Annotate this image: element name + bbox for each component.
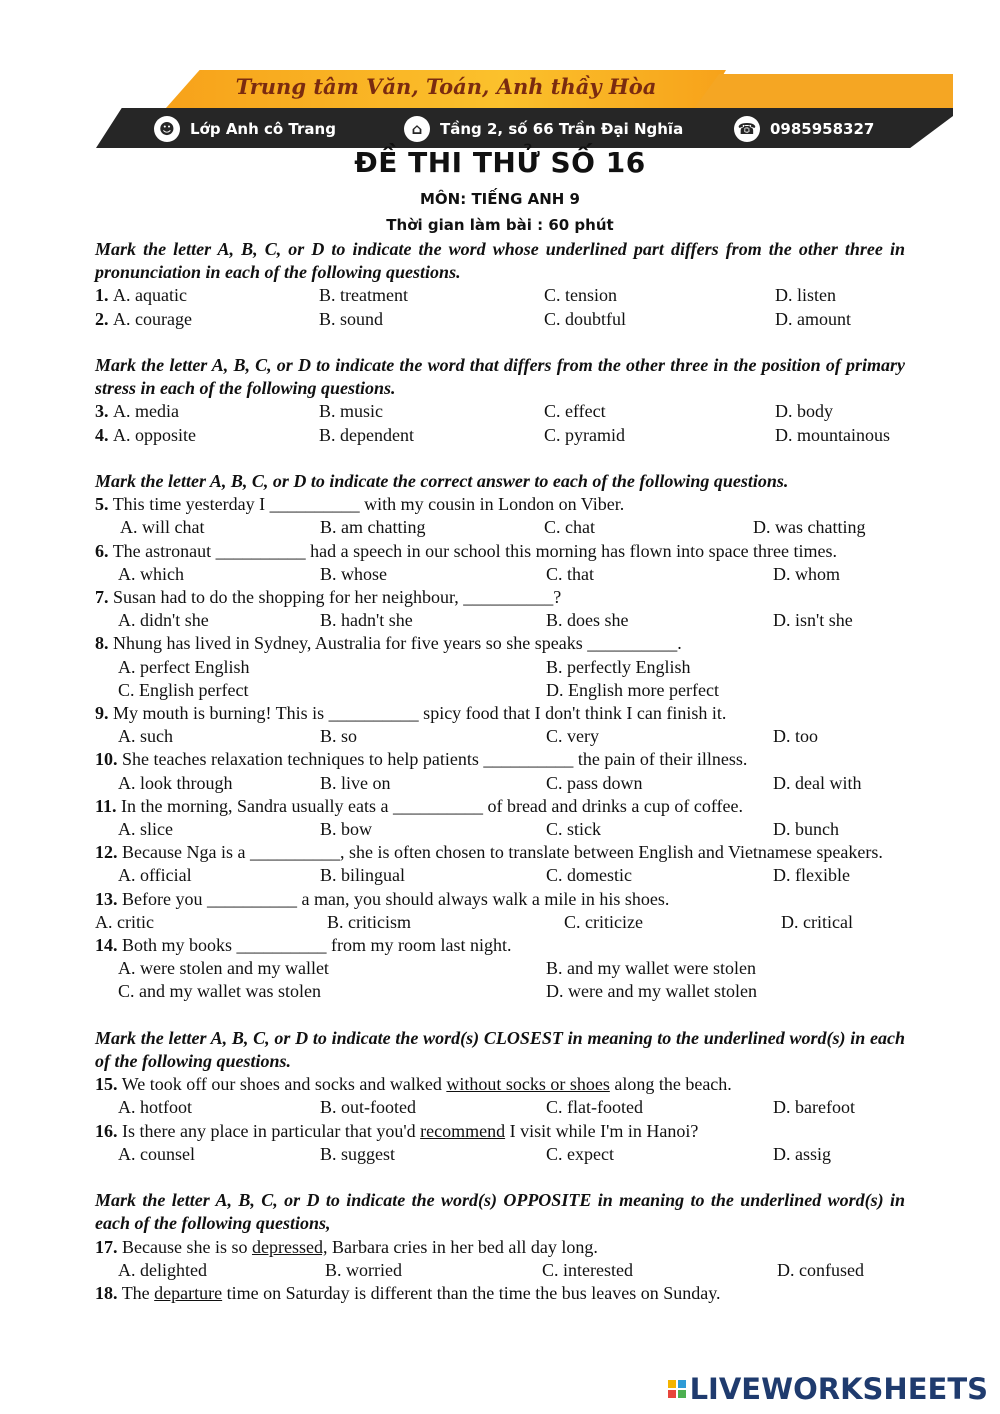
option-d: D. critical [781,911,853,932]
section-instruction: Mark the letter A, B, C, or D to indicate the word whose underlined part differs from the other three in pronunciation in each of the following questions. [95,239,905,283]
question-5-options [95,516,905,539]
phone-icon: ☎ [734,116,760,142]
option-c: C. expect [546,1143,614,1164]
logo-mark-icon [668,1380,686,1398]
option-c: C. domestic [546,865,632,886]
question-text-after: I visit while I'm in Hanoi? [505,1120,699,1141]
banner-phone-label: 0985958327 [770,120,875,138]
option-b: B. live on [320,772,391,793]
question-number: 6. [95,540,109,561]
question-16 [95,1120,905,1143]
option-d: D. were and my wallet stolen [546,981,757,1002]
option-a: A. courage [113,308,192,329]
subject-line: MÔN: TIẾNG ANH 9 [420,190,580,208]
option-b: B. worried [325,1259,402,1280]
question-15-options [95,1096,905,1119]
question-number: 13. [95,888,118,909]
option-c: C. effect [544,401,606,422]
question-text: Before you __________ a man, you should always walk a mile in his shoes. [122,888,670,909]
question-number: 8. [95,633,109,654]
underlined-phrase: departure [154,1283,223,1304]
question-14-options-row2 [95,980,905,1003]
question-14-options-row1 [95,957,905,980]
banner-address [404,116,683,142]
question-text: Nhung has lived in Sydney, Australia for five years so she speaks __________. [113,633,682,654]
section-instruction: Mark the letter A, B, C, or D to indicate the word(s) OPPOSITE in meaning to the underlined word(s) in each of the following questions, [95,1190,905,1234]
question-number: 3. [95,401,109,422]
question-text: She teaches relaxation techniques to help patients __________ the pain of their illness. [122,749,748,770]
option-a: A. didn't she [118,610,209,631]
question-text-before: Because she is so [122,1236,252,1257]
underlined-phrase: depressed, [251,1236,328,1257]
option-a: A. aquatic [113,285,187,306]
option-a: A. delighted [118,1259,207,1280]
option-b: B. suggest [320,1143,396,1164]
banner-phone [734,116,874,142]
question-8-options-row1 [95,656,905,679]
option-d: D. body [775,401,833,422]
option-b: B. out-footed [320,1097,416,1118]
option-d: D. barefoot [773,1097,855,1118]
option-b: B. hadn't she [320,610,413,631]
question-text: My mouth is burning! This is __________ spicy food that I don't think I can finish it. [113,703,727,724]
section-instruction: Mark the letter A, B, C, or D to indicate the word that differs from the other three in the position of primary stress in each of the following questions. [95,355,905,399]
underlined-phrase: recommend [420,1120,506,1141]
banner-orange-accent [693,74,953,110]
question-8 [95,632,905,655]
option-b: B. sound [319,308,384,329]
option-c: C. interested [542,1259,633,1280]
section-instruction: Mark the letter A, B, C, or D to indicate the correct answer to each of the following questions. [95,471,789,491]
user-icon: ☻ [154,116,180,142]
question-12 [95,841,905,864]
option-c: C. criticize [564,911,643,932]
option-b: B. perfectly English [546,656,691,677]
question-7-options [95,609,905,632]
question-text-after: along the beach. [609,1074,732,1095]
option-b: B. music [319,401,384,422]
option-a: A. counsel [118,1143,195,1164]
option-a: A. official [118,865,192,886]
option-c: C. pass down [546,772,643,793]
option-d: D. assig [773,1143,831,1164]
question-number: 9. [95,703,109,724]
question-7 [95,586,905,609]
question-18 [95,1282,905,1305]
question-number: 18. [95,1283,118,1304]
logo-text: LIVEWORKSHEETS [689,1372,988,1406]
question-5 [95,493,905,516]
question-text-before: The [121,1283,155,1304]
option-d: D. English more perfect [546,679,719,700]
question-12-options [95,864,905,887]
question-text: This time yesterday I __________ with my cousin in London on Viber. [112,494,625,515]
question-number: 16. [95,1120,118,1141]
underlined-phrase: without socks or shoes [446,1074,610,1095]
question-1 [95,284,905,307]
question-15 [95,1073,905,1096]
option-c: C. English perfect [118,679,249,700]
option-d: D. isn't she [773,610,853,631]
option-a: A. slice [118,819,173,840]
option-a: A. look through [118,772,233,793]
home-icon: ⌂ [404,116,430,142]
option-a: A. will chat [120,517,205,538]
question-text-before: Is there any place in particular that you'd [122,1120,421,1141]
question-11 [95,795,905,818]
question-number: 11. [95,795,117,816]
option-c: C. that [546,563,594,584]
option-b: B. whose [320,563,387,584]
option-d: D. deal with [773,772,862,793]
question-13 [95,888,905,911]
option-b: B. am chatting [320,517,426,538]
option-c: C. pyramid [544,424,625,445]
option-d: D. confused [777,1259,864,1280]
question-number: 15. [95,1074,118,1095]
question-9 [95,702,905,725]
question-13-options [95,911,905,934]
question-3 [95,400,905,423]
question-text-after: time on Saturday is different than the time the bus leaves on Sunday. [222,1283,721,1304]
question-number: 12. [95,842,118,863]
question-text: The astronaut __________ had a speech in our school this morning has flown into space three times. [112,540,838,561]
question-number: 2. [95,308,109,329]
option-a: A. perfect English [118,656,250,677]
option-a: A. such [118,726,173,747]
option-b: B. and my wallet were stolen [546,958,756,979]
option-b: B. so [320,726,358,747]
option-c: C. very [546,726,599,747]
question-10 [95,748,905,771]
section-instruction: Mark the letter A, B, C, or D to indicate the word(s) CLOSEST in meaning to the underlined word(s) in each of the following questions. [95,1027,905,1072]
option-a: A. were stolen and my wallet [118,958,329,979]
question-2 [95,308,905,331]
option-d: D. mountainous [775,424,890,445]
question-text: In the morning, Sandra usually eats a __________ of bread and drinks a cup of coffee. [121,795,744,816]
question-text-after: Barbara cries in her bed all day long. [327,1236,598,1257]
question-number: 17. [95,1236,118,1257]
option-c: B. does she [546,610,629,631]
option-a: A. media [113,401,179,422]
option-d: D. whom [773,563,840,584]
option-d: D. listen [775,285,836,306]
option-c: C. and my wallet was stolen [118,981,321,1002]
banner-address-label: Tầng 2, số 66 Trần Đại Nghĩa [440,120,684,138]
question-11-options [95,818,905,841]
option-a: A. critic [95,911,154,932]
question-8-options-row2 [95,679,905,702]
option-a: A. opposite [113,424,196,445]
question-16-options [95,1143,905,1166]
option-b: B. treatment [319,285,408,306]
question-17 [95,1236,905,1259]
option-b: B. criticism [327,911,411,932]
option-c: C. chat [544,517,595,538]
question-9-options [95,725,905,748]
banner-class-label: Lớp Anh cô Trang [190,120,336,138]
option-b: B. bilingual [320,865,405,886]
option-d: D. flexible [773,865,850,886]
question-6-options [95,563,905,586]
option-d: D. amount [775,308,851,329]
option-c: C. stick [546,819,602,840]
liveworksheets-logo[interactable] [668,1372,988,1406]
option-c: C. flat-footed [546,1097,643,1118]
header-banner [96,70,953,148]
question-number: 1. [95,285,109,306]
option-b: B. bow [320,819,373,840]
question-10-options [95,772,905,795]
option-a: A. hotfoot [118,1097,192,1118]
question-number: 5. [95,494,109,515]
banner-class [154,116,336,142]
exam-content [95,238,905,1305]
page-title: ĐỀ THI THỬ SỐ 16 [354,146,646,179]
question-number: 7. [95,587,109,608]
time-limit: Thời gian làm bài : 60 phút [386,216,614,234]
question-text: Both my books __________ from my room last night. [122,935,512,956]
option-d: D. too [773,726,818,747]
option-a: A. which [118,563,184,584]
question-14 [95,934,905,957]
option-c: C. tension [544,285,618,306]
question-17-options [95,1259,905,1282]
question-6 [95,540,905,563]
option-c: C. doubtful [544,308,627,329]
question-4 [95,424,905,447]
question-text: Because Nga is a __________, she is often chosen to translate between English and Vietnamese speakers. [122,842,883,863]
question-text: Susan had to do the shopping for her neighbour, __________? [113,587,562,608]
question-number: 10. [95,749,118,770]
question-number: 4. [95,424,109,445]
banner-title: Trung tâm Văn, Toán, Anh thầy Hòa [235,74,657,99]
option-b: B. dependent [319,424,414,445]
option-d: D. bunch [773,819,839,840]
question-number: 14. [95,935,118,956]
option-d: D. was chatting [753,517,866,538]
question-text-before: We took off our shoes and socks and walked [121,1074,447,1095]
